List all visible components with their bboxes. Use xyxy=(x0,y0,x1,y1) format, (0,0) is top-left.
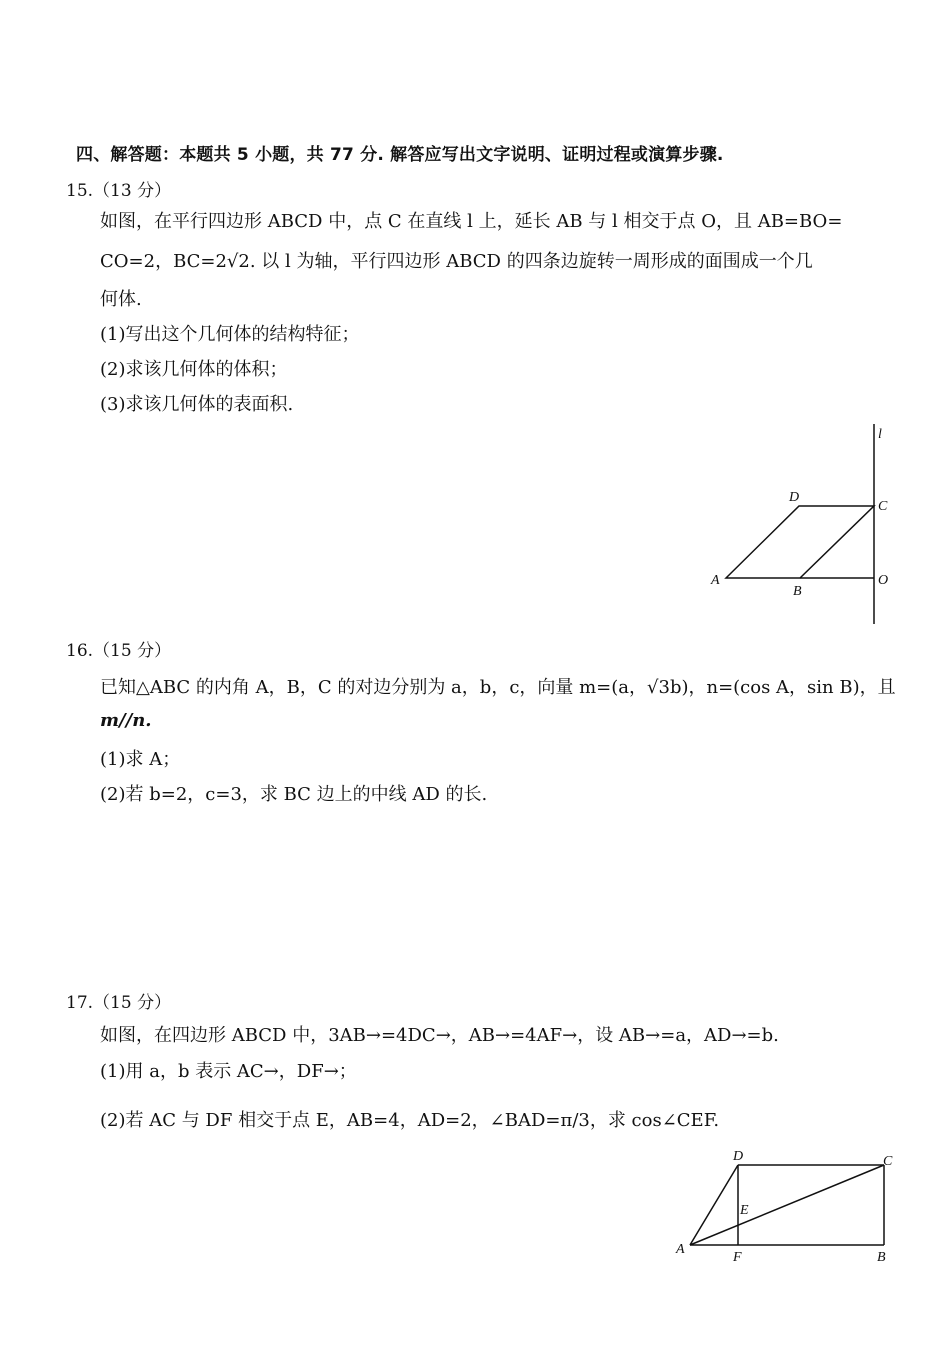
q15-part-3: (3)求该几何体的表面积. xyxy=(100,394,294,415)
q17-part-1: (1)用 a，b 表示 AC→，DF→； xyxy=(100,1061,357,1082)
q17-label-d: D xyxy=(733,1149,744,1164)
q16-line-1: 已知△ABC 的内角 A，B，C 的对边分别为 a，b，c，向量 m=(a，√3b)，n=(cos A，sin B)，且 xyxy=(100,677,896,698)
q17-quadrilateral-figure xyxy=(670,1145,900,1270)
q17-label-a: A xyxy=(676,1242,685,1257)
q17-label-f: F xyxy=(733,1250,742,1265)
q17-side-ad xyxy=(690,1165,738,1245)
q15-label-d: D xyxy=(789,490,800,505)
q17-part-2: (2)若 AC 与 DF 相交于点 E，AB=4，AD=2，∠BAD=π/3，求 cos∠CEF. xyxy=(100,1110,720,1131)
q16-part-2: (2)若 b=2，c=3，求 BC 边上的中线 AD 的长. xyxy=(100,784,488,805)
q15-label-a: A xyxy=(711,573,720,588)
q15-label-b: B xyxy=(793,584,802,599)
q16-part-1: (1)求 A； xyxy=(100,749,181,770)
q16-line-2: m//n. xyxy=(100,710,152,731)
q15-header: 15.（13 分） xyxy=(66,181,172,201)
q15-line-3: 何体. xyxy=(100,289,142,310)
q15-part-2: (2)求该几何体的体积； xyxy=(100,359,288,380)
q17-label-e: E xyxy=(740,1203,749,1218)
q15-parallelogram-figure xyxy=(700,420,900,630)
q15-label-c: C xyxy=(878,499,888,514)
q15-part-1: (1)写出这个几何体的结构特征； xyxy=(100,324,360,345)
q17-line-1: 如图，在四边形 ABCD 中，3AB→=4DC→，AB→=4AF→，设 AB→=a，AD→=b. xyxy=(100,1025,779,1046)
q17-label-c: C xyxy=(883,1154,893,1169)
q17-header: 17.（15 分） xyxy=(66,993,172,1013)
q15-label-o: O xyxy=(878,573,889,588)
section-title: 四、解答题：本题共 5 小题，共 77 分. 解答应写出文字说明、证明过程或演算步骤. xyxy=(76,145,724,165)
q15-label-l: l xyxy=(878,427,882,442)
q16-header: 16.（15 分） xyxy=(66,641,172,661)
q17-label-b: B xyxy=(877,1250,886,1265)
q17-diagonal-ac xyxy=(690,1165,884,1245)
q15-line-2: CO=2，BC=2√2. 以 l 为轴，平行四边形 ABCD 的四条边旋转一周形成的面围成一个几 xyxy=(100,251,813,272)
q15-parallelogram xyxy=(726,506,874,578)
q15-line-1: 如图，在平行四边形 ABCD 中，点 C 在直线 l 上，延长 AB 与 l 相交于点 O，且 AB=BO= xyxy=(100,211,843,232)
